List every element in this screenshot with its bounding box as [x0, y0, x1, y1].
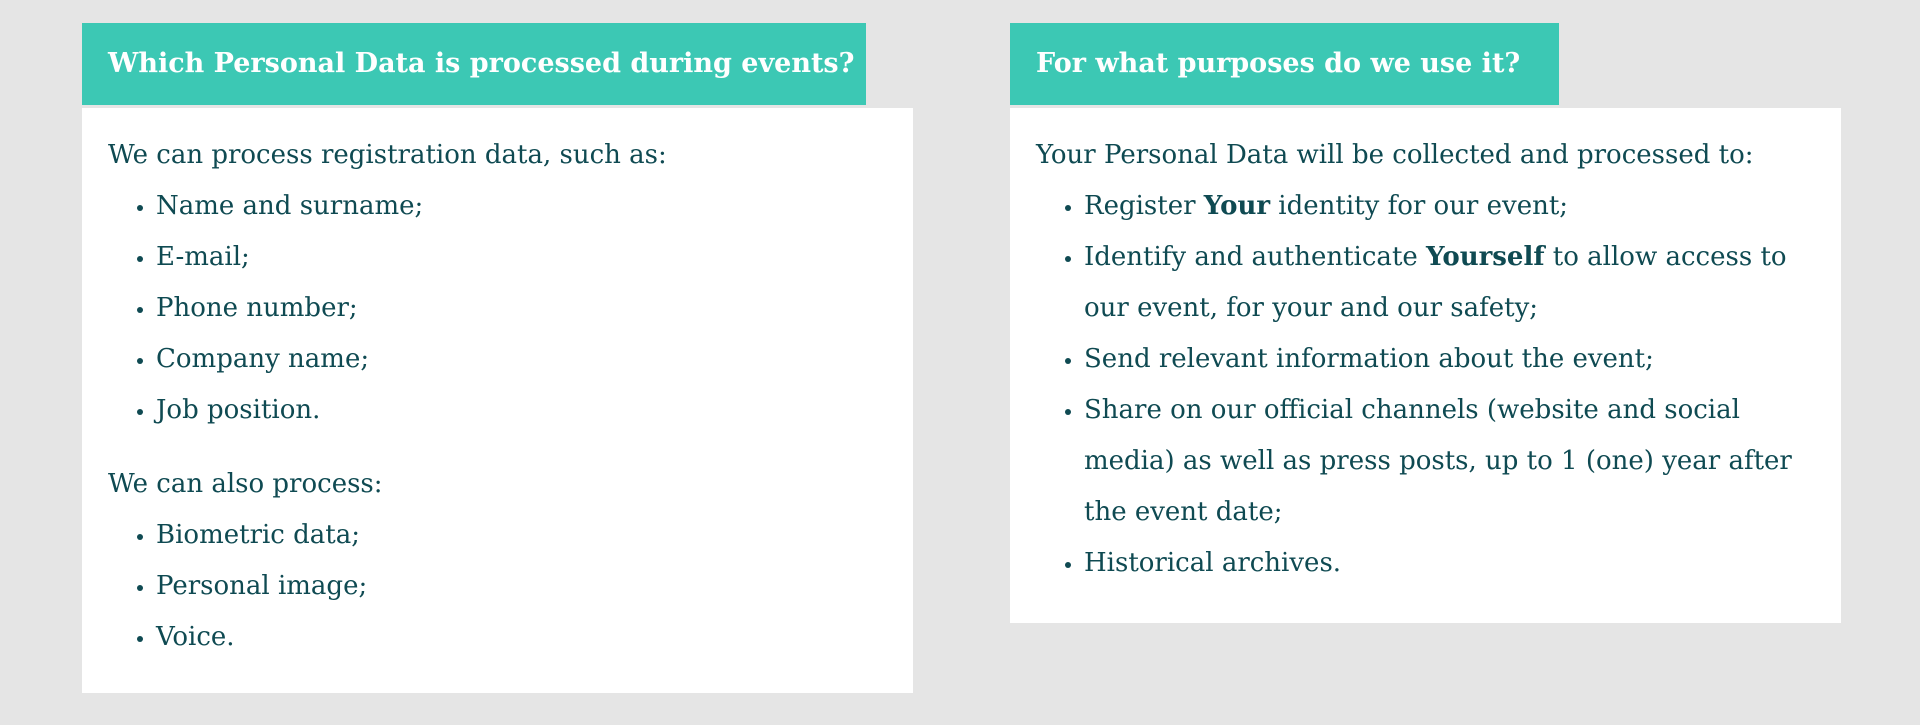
item-text: Identify and authenticate — [1084, 242, 1427, 272]
list-item: • E-mail; — [156, 232, 887, 283]
list-item — [1084, 181, 1815, 232]
item-emphasis: Your — [1203, 191, 1271, 221]
additional-data-list — [108, 510, 887, 663]
item-text: identity for our event; — [1270, 191, 1569, 221]
list-item: • Historical archives. — [1084, 538, 1815, 589]
list-item: • Job position. — [156, 385, 887, 436]
list-item: • Biometric data; — [156, 510, 887, 561]
card-body — [1010, 108, 1841, 623]
intro-text-secondary: We can also process: — [108, 469, 383, 499]
card-title: Which Personal Data is processed during events? — [82, 23, 866, 105]
item-text: to allow access to our event, for your and our safety; — [1084, 242, 1787, 323]
list-item: • Voice. — [156, 612, 887, 663]
list-item: • Personal image; — [156, 561, 887, 612]
card-body — [82, 108, 913, 693]
intro-text: We can process registration data, such as: — [108, 140, 667, 170]
list-item: • Share on our official channels (website and social media) as well as press posts, up to 1 (one) year after the event date; — [1084, 385, 1815, 538]
item-text: Register — [1084, 191, 1204, 221]
item-emphasis: Yourself — [1426, 242, 1545, 272]
list-item: • Name and surname; — [156, 181, 887, 232]
registration-data-list — [108, 181, 887, 436]
purposes-card — [1010, 23, 1841, 623]
card-title: For what purposes do we use it? — [1010, 23, 1559, 105]
list-item: • Phone number; — [156, 283, 887, 334]
list-item — [1084, 232, 1815, 334]
list-item: • Company name; — [156, 334, 887, 385]
list-item: • Send relevant information about the event; — [1084, 334, 1815, 385]
purposes-list — [1036, 181, 1815, 589]
registration-data-card — [82, 23, 913, 693]
intro-text: Your Personal Data will be collected and processed to: — [1036, 140, 1754, 170]
